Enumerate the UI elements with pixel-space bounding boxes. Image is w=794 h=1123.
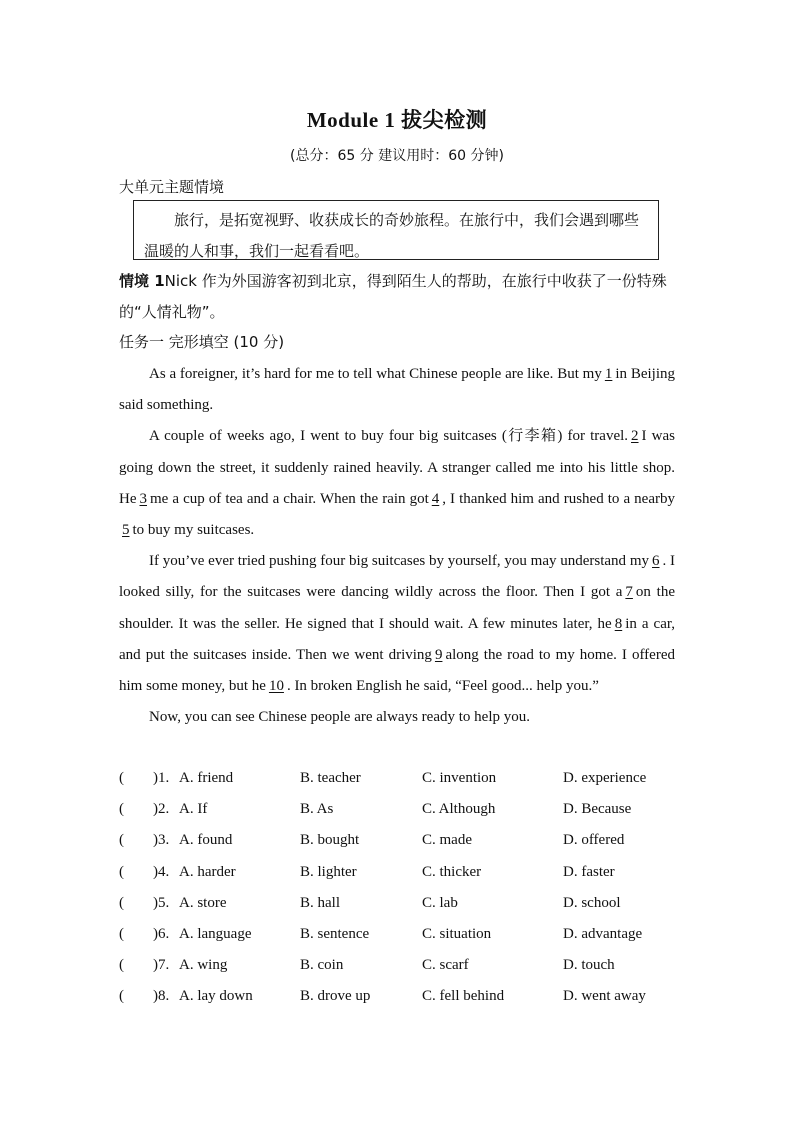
option-b: B. lighter <box>300 863 357 880</box>
option-d: D. offered <box>563 832 625 849</box>
option-a: A. lay down <box>179 988 253 1005</box>
option-c: C. situation <box>422 925 492 942</box>
passage-paragraph-2 <box>119 421 675 546</box>
scene-description <box>119 266 675 328</box>
option-a: A. harder <box>179 863 236 880</box>
passage-text: If you’ve ever tried pushing four big suitcases by yourself, you may understand my <box>149 553 649 570</box>
option-a: A. friend <box>179 770 234 786</box>
blank-10: 10 <box>268 678 284 695</box>
question-number: )5. <box>153 894 170 911</box>
option-b: B. hall <box>300 894 340 911</box>
question-row-6 <box>119 919 679 950</box>
passage-text: in Beijing said something. <box>119 366 675 414</box>
question-number: )2. <box>153 801 170 818</box>
option-b: B. coin <box>300 957 344 974</box>
option-d: D. touch <box>563 957 615 974</box>
passage-paragraph-1 <box>119 359 675 421</box>
answer-slot[interactable]: ( <box>119 863 124 880</box>
blank-7: 7 <box>625 584 633 601</box>
question-row-4 <box>119 857 679 888</box>
option-d: D. advantage <box>563 925 643 942</box>
option-c: C. thicker <box>422 863 482 880</box>
question-row-1 <box>119 763 679 794</box>
blank-1: 1 <box>604 366 613 382</box>
answer-options <box>119 763 679 1013</box>
option-a: A. language <box>179 925 252 942</box>
question-number: )8. <box>153 988 170 1005</box>
option-d: D. experience <box>563 770 647 786</box>
option-c: C. fell behind <box>422 988 505 1005</box>
answer-slot[interactable]: ( <box>119 801 124 818</box>
option-b: B. As <box>300 801 334 818</box>
option-c: C. lab <box>422 894 458 911</box>
passage-text: in a car, and put the suitcases inside. Then we went driving <box>119 615 675 663</box>
question-number: )7. <box>153 957 170 974</box>
passage-text: , I thanked him and rushed to a nearby <box>442 490 675 507</box>
option-d: D. faster <box>563 863 615 880</box>
passage-text: A couple of weeks ago, I went to buy four big suitcases (行李箱) for travel. <box>149 428 629 445</box>
blank-4: 4 <box>431 490 440 507</box>
passage-text: As a foreigner, it’s hard for me to tell what Chinese people are like. But my <box>149 366 602 382</box>
answer-slot[interactable]: ( <box>119 957 124 974</box>
question-number: )4. <box>153 863 170 880</box>
answer-slot[interactable]: ( <box>119 894 124 911</box>
answer-slot[interactable]: ( <box>119 925 124 942</box>
question-number: )3. <box>153 832 170 849</box>
option-b: B. sentence <box>300 925 370 942</box>
option-a: A. found <box>179 832 233 849</box>
blank-3: 3 <box>139 490 147 507</box>
option-b: B. bought <box>300 832 360 849</box>
option-b: B. teacher <box>300 770 361 786</box>
passage-text: on the shoulder. It was the seller. He signed that I should wait. A few minutes later, he <box>119 584 675 632</box>
blank-5: 5 <box>122 522 130 539</box>
question-number: )1. <box>153 770 170 786</box>
option-c: C. scarf <box>422 957 469 974</box>
passage-text: Now, you can see Chinese people are always ready to help you. <box>149 709 530 726</box>
blank-6: 6 <box>652 553 660 570</box>
question-number: )6. <box>153 925 170 942</box>
passage-text: to buy my suitcases. <box>132 522 255 539</box>
passage-text: I was going down the street, it suddenly rained heavily. A stranger called me into his little shop. He <box>119 428 675 507</box>
page-subtitle: (总分：65 分 建议用时：60 分钟) <box>290 148 504 164</box>
scene-label: 情境 1 <box>119 272 165 290</box>
option-c: C. invention <box>422 770 497 786</box>
cloze-passage <box>119 359 675 733</box>
answer-slot[interactable]: ( <box>119 770 124 786</box>
unit-context-text: 旅行，是拓宽视野、收获成长的奇妙旅程。在旅行中，我们会遇到哪些温暖的人和事，我们一起看看吧。 <box>144 211 640 260</box>
scene-text: Nick 作为外国游客初到北京，得到陌生人的帮助，在旅行中收获了一份特殊的“人情礼物”。 <box>119 272 667 321</box>
blank-8: 8 <box>614 615 623 632</box>
passage-paragraph-4 <box>119 702 675 733</box>
task-heading: 任务一 完形填空 (10 分) <box>119 333 285 351</box>
unit-context-box <box>133 200 659 260</box>
question-row-5 <box>119 888 679 919</box>
page-title: Module 1 拔尖检测 <box>306 108 488 132</box>
passage-text: . I looked silly, for the suitcases were dancing wildly across the floor. Then I got a <box>119 553 676 601</box>
option-d: D. Because <box>563 801 632 818</box>
passage-text: me a cup of tea and a chair. When the rain got <box>150 490 429 507</box>
answer-slot[interactable]: ( <box>119 988 124 1005</box>
question-row-2 <box>119 794 679 825</box>
passage-text: . In broken English he said, “Feel good... help you.” <box>286 678 599 695</box>
unit-context-label: 大单元主题情境 <box>119 178 225 196</box>
option-d: D. went away <box>563 988 646 1005</box>
blank-2: 2 <box>631 428 639 445</box>
question-row-3 <box>119 825 679 856</box>
option-c: C. made <box>422 832 472 849</box>
option-c: C. Although <box>422 801 496 818</box>
passage-text: along the road to my home. I offered him some money, but he <box>119 646 675 695</box>
blank-9: 9 <box>434 646 443 663</box>
option-a: A. store <box>179 894 227 911</box>
question-row-7 <box>119 950 679 981</box>
option-a: A. wing <box>179 957 228 974</box>
option-a: A. If <box>179 801 208 818</box>
option-b: B. drove up <box>300 988 371 1005</box>
question-row-8 <box>119 981 679 1012</box>
option-d: D. school <box>563 894 621 911</box>
passage-paragraph-3 <box>119 546 675 702</box>
answer-slot[interactable]: ( <box>119 832 124 849</box>
